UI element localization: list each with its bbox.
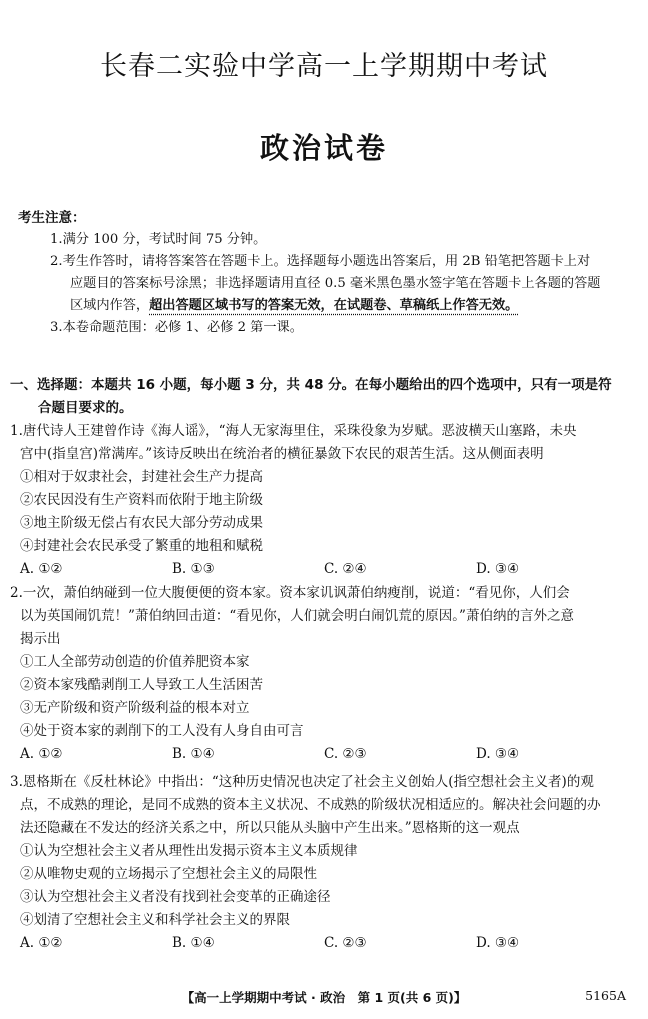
question-3-choice-b: B. ①④ [172, 935, 215, 951]
question-3-option-2: ②从唯物史观的立场揭示了空想社会主义的局限性 [20, 866, 317, 882]
question-1-option-2: ②农民因没有生产资料而依附于地主阶级 [20, 492, 263, 508]
question-3-choices [10, 932, 638, 955]
candidate-notice [18, 207, 638, 339]
question-1-stem-line-1: 1.唐代诗人王建曾作诗《海人谣》，“海人无家海里住，采珠役象为岁赋。恶波横天山塞路，未央 [10, 423, 577, 439]
question-2-stem-line-1: 2.一次，萧伯纳碰到一位大腹便便的资本家。资本家讥讽萧伯纳瘦削，说道：“看见你，人们会 [10, 585, 570, 601]
question-3 [10, 771, 638, 955]
question-3-option-4: ④划清了空想社会主义和科学社会主义的界限 [20, 912, 290, 928]
question-1-choice-c: C. ②④ [324, 561, 367, 577]
question-3-choice-c: C. ②③ [324, 935, 367, 951]
section-heading [10, 374, 638, 420]
question-1-choices [10, 558, 638, 581]
question-1-stem-line-2: 宫中(指皇宫)常满库。”该诗反映出在统治者的横征暴敛下农民的艰苦生活。这从侧面表明 [20, 446, 544, 462]
question-2-choice-a: A. ①② [20, 746, 63, 762]
question-2-choice-b: B. ①④ [172, 746, 215, 762]
exam-subject-title: 政治试卷 [259, 131, 388, 165]
question-3-stem-line-2: 点，不成熟的理论，是同不成熟的资本主义状况、不成熟的阶级状况相适应的。解决社会问题的办 [20, 797, 601, 813]
question-2-option-3: ③无产阶级和资产阶级利益的根本对立 [20, 700, 250, 716]
section-instruction [10, 374, 638, 420]
question-3-stem-line-3: 法还隐藏在不发达的经济关系之中，所以只能从头脑中产生出来。”恩格斯的这一观点 [20, 820, 520, 836]
notice-item-3: 3.本卷命题范围：必修 1、必修 2 第一课。 [50, 320, 303, 335]
question-3-choice-a: A. ①② [20, 935, 63, 951]
question-2-stem-line-3: 揭示出 [20, 631, 61, 647]
question-3-option-3: ③认为空想社会主义者没有找到社会变革的正确途径 [20, 889, 331, 905]
question-2-option-1: ①工人全部劳动创造的价值养肥资本家 [20, 654, 250, 670]
question-1-option-3: ③地主阶级无偿占有农民大部分劳动成果 [20, 515, 263, 531]
notice-heading: 考生注意： [18, 210, 86, 226]
notice-emphasis: 超出答题区域书写的答案无效，在试题卷、草稿纸上作答无效。 [149, 298, 519, 313]
question-3-option-1: ①认为空想社会主义者从理性出发揭示资本主义本质规律 [20, 843, 358, 859]
question-1-option-1: ①相对于奴隶社会，封建社会生产力提高 [20, 469, 263, 485]
footer-paper-code: 5165A [585, 988, 626, 1003]
question-2-choice-c: C. ②③ [324, 746, 367, 762]
question-2 [10, 582, 638, 766]
question-1-option-4: ④封建社会农民承受了繁重的地租和赋税 [20, 538, 263, 554]
notice-item-2-line-3-text: 区域内作答， [70, 298, 150, 313]
question-1-choice-d: D. ③④ [476, 561, 520, 577]
question-2-stem-line-2: 以为英国闹饥荒！”萧伯纳回击道：“看见你，人们就会明白闹饥荒的原因。”萧伯纳的言外之意 [20, 608, 574, 624]
question-2-choice-d: D. ③④ [476, 746, 520, 762]
question-3-choice-d: D. ③④ [476, 935, 520, 951]
notice-item-2-line-2: 应题目的答案标号涂黑；非选择题请用直径 0.5 毫米黑色墨水签字笔在答题卡上各题的答题 [70, 276, 601, 291]
footer-page-info: 【高一上学期期中考试 · 政治 第 1 页(共 6 页)】 [181, 990, 467, 1005]
question-2-option-4: ④处于资本家的剥削下的工人没有人身自由可言 [20, 723, 304, 739]
exam-title: 长春二实验中学高一上学期期中考试 [100, 51, 548, 82]
question-3-stem-line-1: 3.恩格斯在《反杜林论》中指出：“这种历史情况也决定了社会主义创始人(指空想社会主义者)的观 [10, 774, 594, 790]
notice-item-1: 1.满分 100 分，考试时间 75 分钟。 [50, 232, 267, 247]
question-1-choice-a: A. ①② [20, 561, 63, 577]
section-line-1: 一、选择题：本题共 16 小题，每小题 3 分，共 48 分。在每小题给出的四个选项中，只有一项是符 [10, 377, 612, 393]
notice-item-2 [18, 251, 638, 317]
question-2-choices [10, 743, 638, 766]
question-1-choice-b: B. ①③ [172, 561, 215, 577]
section-line-2: 合题目要求的。 [38, 400, 133, 416]
notice-item-2-line-1: 2.考生作答时，请将答案答在答题卡上。选择题每小题选出答案后，用 2B 铅笔把答题卡上对 [50, 254, 591, 269]
question-1 [10, 420, 638, 581]
notice-item-2-line-3 [50, 295, 638, 317]
question-2-option-2: ②资本家残酷剥削工人导致工人生活困苦 [20, 677, 263, 693]
